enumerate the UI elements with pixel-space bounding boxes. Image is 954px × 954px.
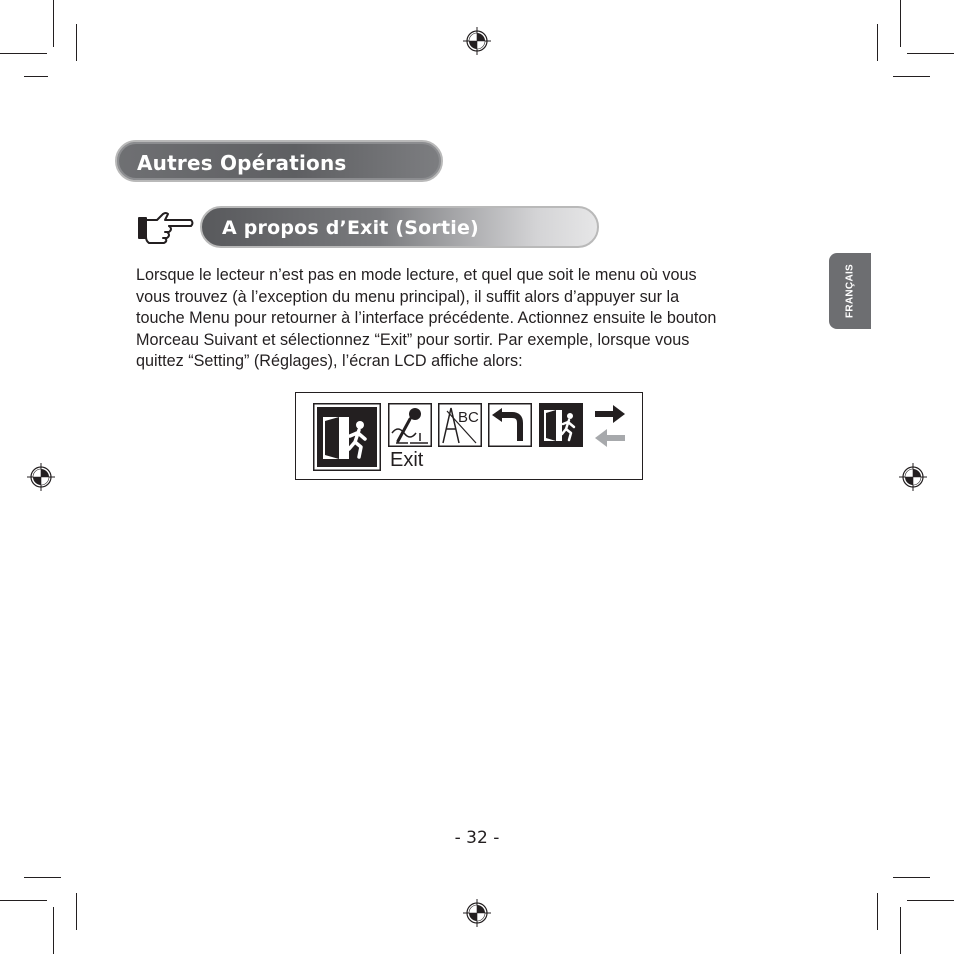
crop-mark (907, 900, 954, 901)
crop-mark (907, 53, 954, 54)
registration-mark-icon (463, 899, 491, 927)
crop-mark (24, 877, 61, 878)
crop-mark (0, 53, 47, 54)
abc-text: BC (458, 409, 479, 426)
section-title: Autres Opérations (137, 151, 347, 175)
crop-mark (877, 24, 878, 61)
registration-mark-icon (463, 27, 491, 55)
body-line: vous trouvez (à l’exception du menu principal), il suffit alors d’appuyer sur la (136, 287, 680, 306)
page-number: - 32 - (454, 828, 500, 848)
pointing-hand-icon (137, 210, 195, 244)
registration-mark-icon (27, 463, 55, 491)
crop-mark (893, 76, 930, 77)
body-line: quittez “Setting” (Réglages), l’écran LCD affiche alors: (136, 352, 523, 371)
next-prev-arrows-icon (593, 403, 629, 449)
body-line: Lorsque le lecteur n’est pas en mode lecture, et quel que soit le menu où vous (136, 266, 697, 284)
exit-door-icon-selected (313, 403, 381, 471)
lcd-screen (295, 392, 643, 480)
crop-mark (0, 900, 47, 901)
crop-mark (53, 0, 54, 47)
crop-mark (53, 907, 54, 954)
crop-mark (877, 893, 878, 930)
crop-mark (76, 24, 77, 61)
abc-text-icon (438, 403, 482, 447)
crop-mark (900, 0, 901, 47)
body-line: touche Menu pour retourner à l’interface précédente. Actionnez ensuite le bouton (136, 309, 717, 328)
registration-mark-icon (899, 463, 927, 491)
language-tab (829, 253, 871, 329)
crop-mark (893, 877, 930, 878)
crop-mark (900, 907, 901, 954)
body-line: Morceau Suivant et sélectionnez “Exit” pour sortir. Par exemple, lorsque vous (136, 330, 690, 349)
subsection-title: A propos d’Exit (Sortie) (222, 217, 479, 239)
return-arrow-icon (488, 403, 532, 447)
language-tab-label: FRANÇAIS (844, 263, 856, 319)
subsection-header (200, 206, 599, 248)
voice-record-icon (388, 403, 432, 447)
exit-door-icon (539, 403, 583, 447)
body-paragraph (136, 265, 796, 373)
crop-mark (76, 893, 77, 930)
lcd-label: Exit (390, 449, 424, 471)
crop-mark (24, 76, 48, 77)
section-header (115, 140, 443, 182)
